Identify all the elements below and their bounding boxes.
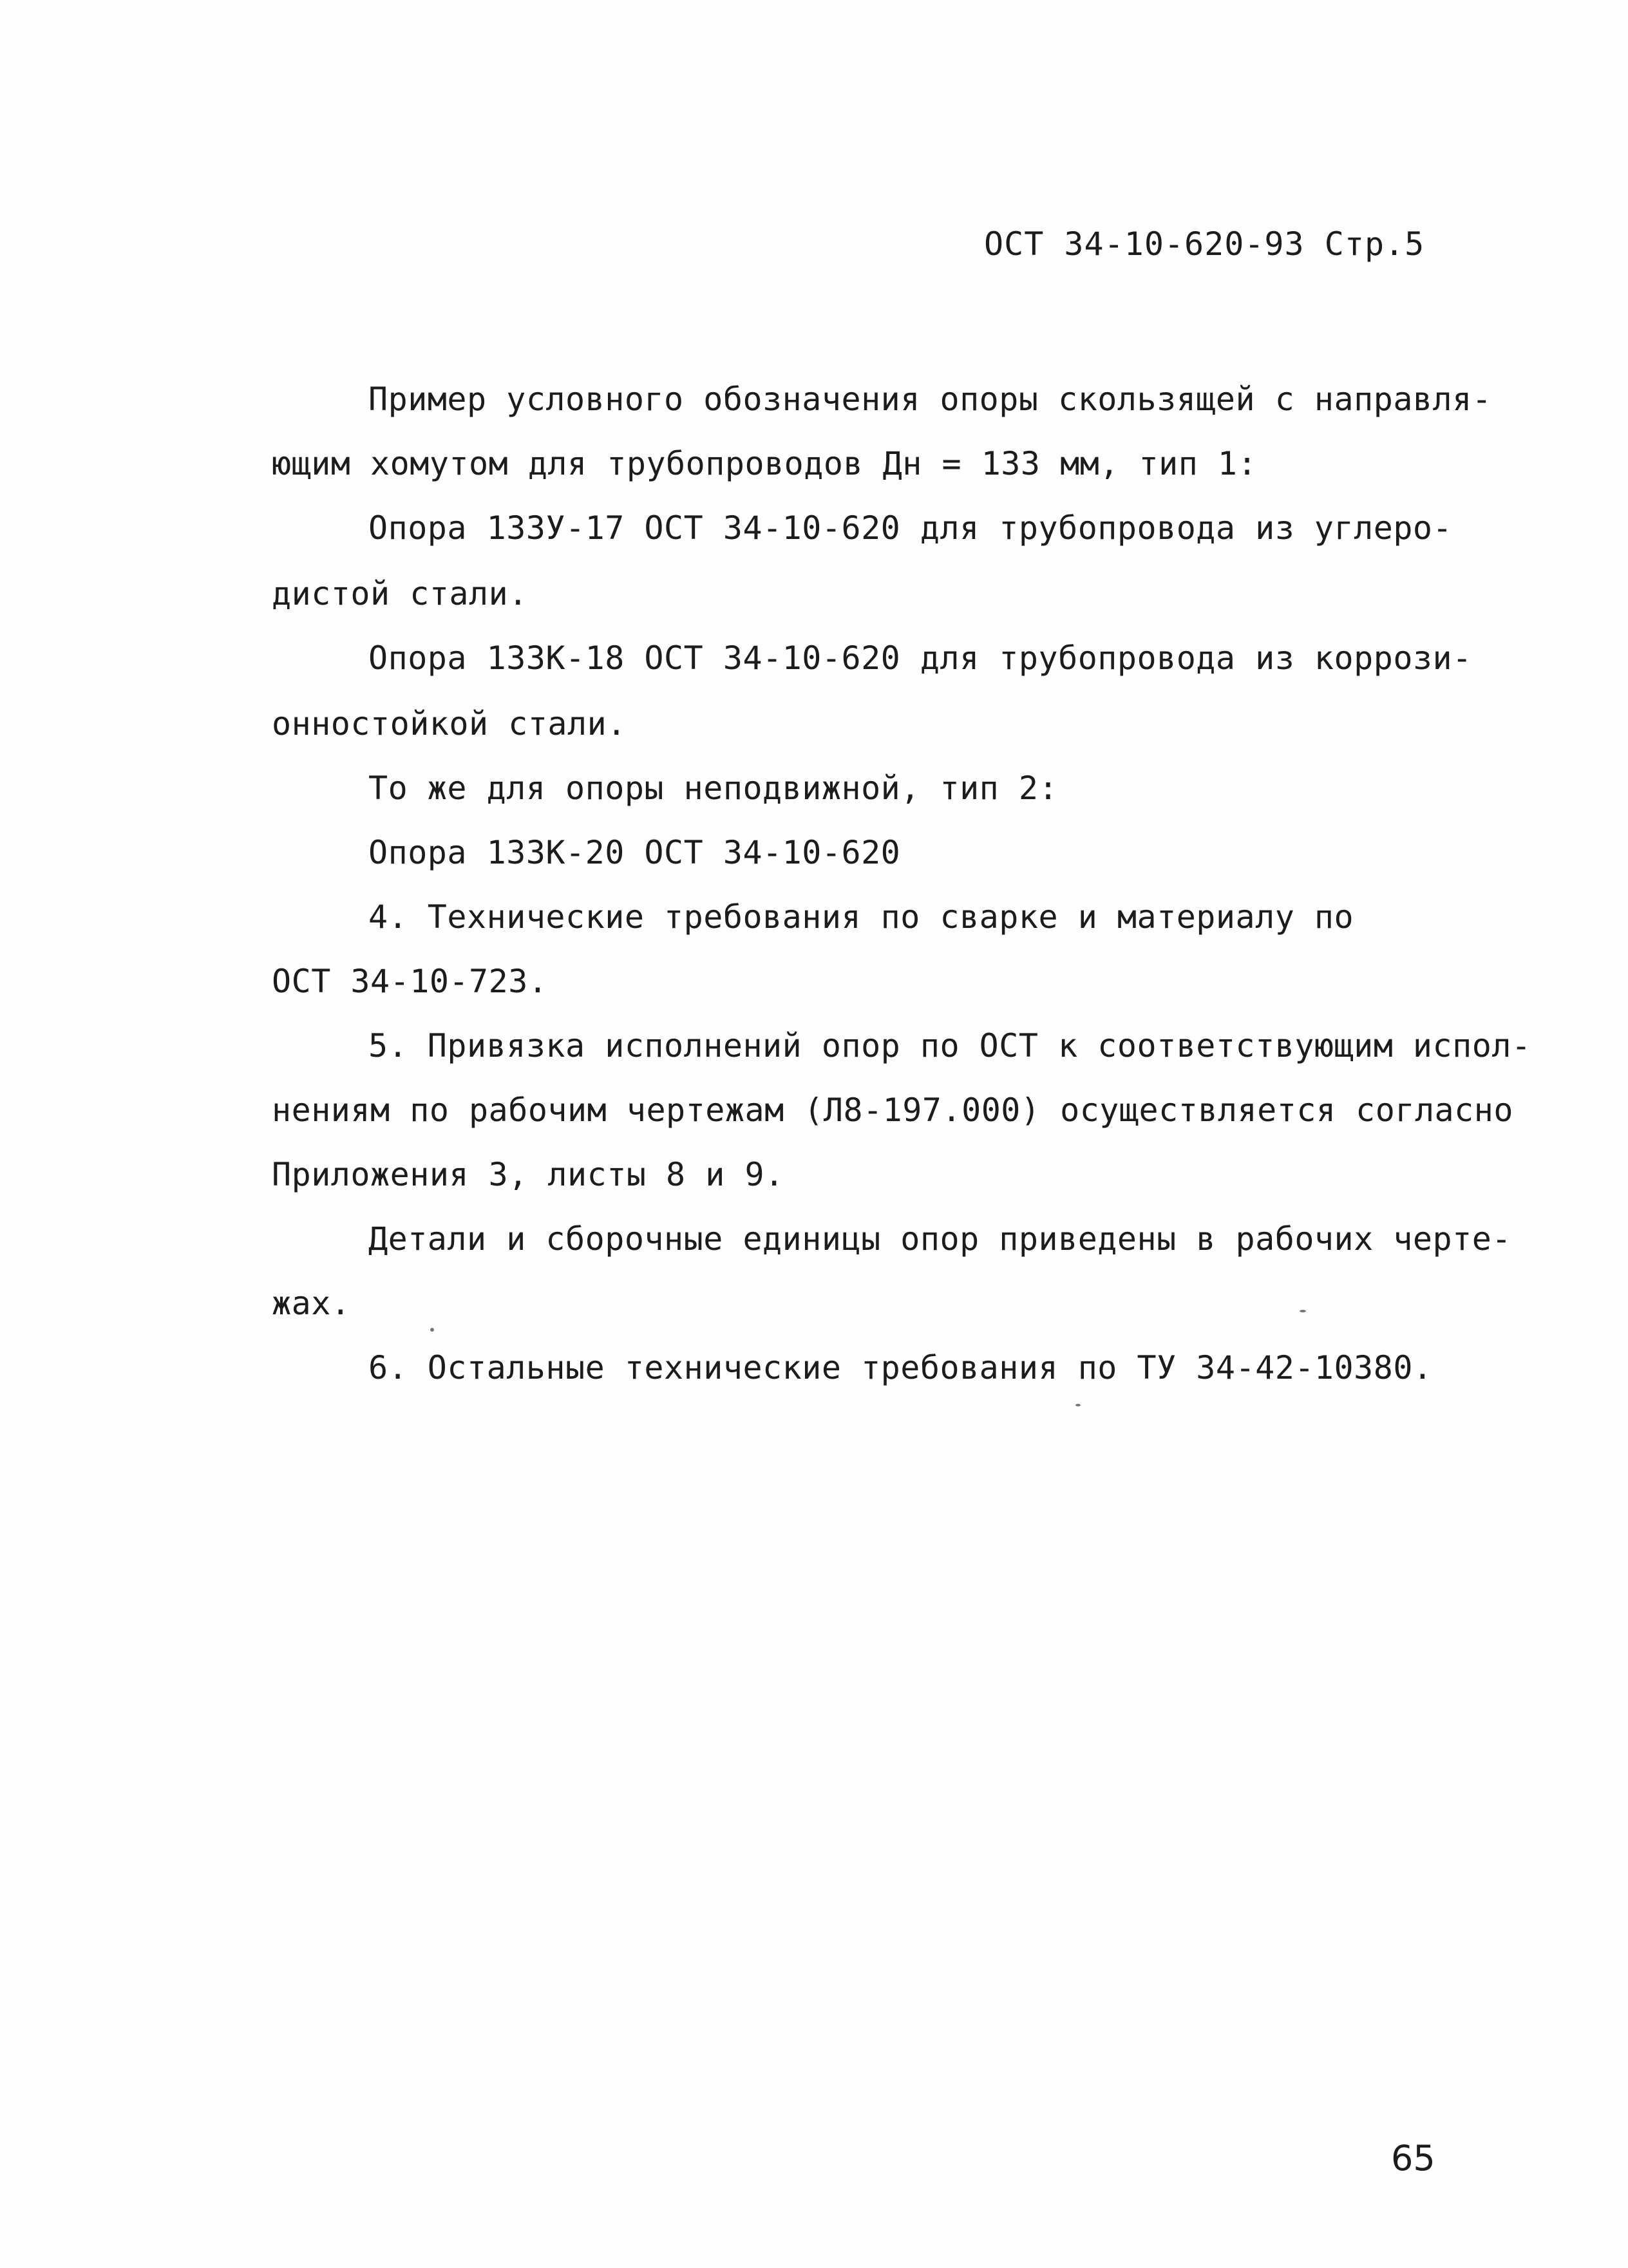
scan-speck — [1075, 1404, 1081, 1406]
text-line-7: То же для опоры неподвижной, тип 2: — [368, 770, 1059, 807]
text-line-13: Приложения 3, листы 8 и 9. — [272, 1156, 784, 1193]
text-line-5: Опора 133К-18 ОСТ 34-10-620 для трубопровода из коррози- — [368, 639, 1472, 677]
text-line-4: дистой стали. — [272, 575, 528, 612]
text-line-12: нениям по рабочим чертежам (Л8-197.000) осуществляется согласно — [272, 1091, 1513, 1129]
text-line-9: 4. Технические требования по сварке и материалу по — [368, 898, 1354, 936]
text-line-8: Опора 133К-20 ОСТ 34-10-620 — [368, 834, 901, 871]
text-line-1: Пример условного обозначения опоры скользящей с направля- — [368, 381, 1492, 418]
text-line-15: жах. — [272, 1285, 351, 1322]
page-number: 65 — [1391, 2138, 1435, 2178]
text-line-14: Детали и сборочные единицы опор приведены в рабочих черте- — [368, 1220, 1511, 1258]
text-line-11: 5. Привязка исполнений опор по ОСТ к соответствующим испол- — [368, 1027, 1531, 1064]
scan-speck — [1300, 1310, 1306, 1312]
text-line-6: онностойкой стали. — [272, 705, 627, 742]
document-header: ОСТ 34-10-620-93 Стр.5 — [984, 225, 1425, 263]
text-line-16: 6. Остальные технические требования по ТУ 34-42-10380. — [368, 1349, 1433, 1386]
text-line-3: Опора 133У-17 ОСТ 34-10-620 для трубопровода из углеро- — [368, 509, 1453, 547]
text-line-10: ОСТ 34-10-723. — [272, 963, 548, 1000]
text-line-2: ющим хомутом для трубопроводов Дн = 133 мм, тип 1: — [272, 445, 1258, 482]
scan-speck — [430, 1328, 434, 1332]
